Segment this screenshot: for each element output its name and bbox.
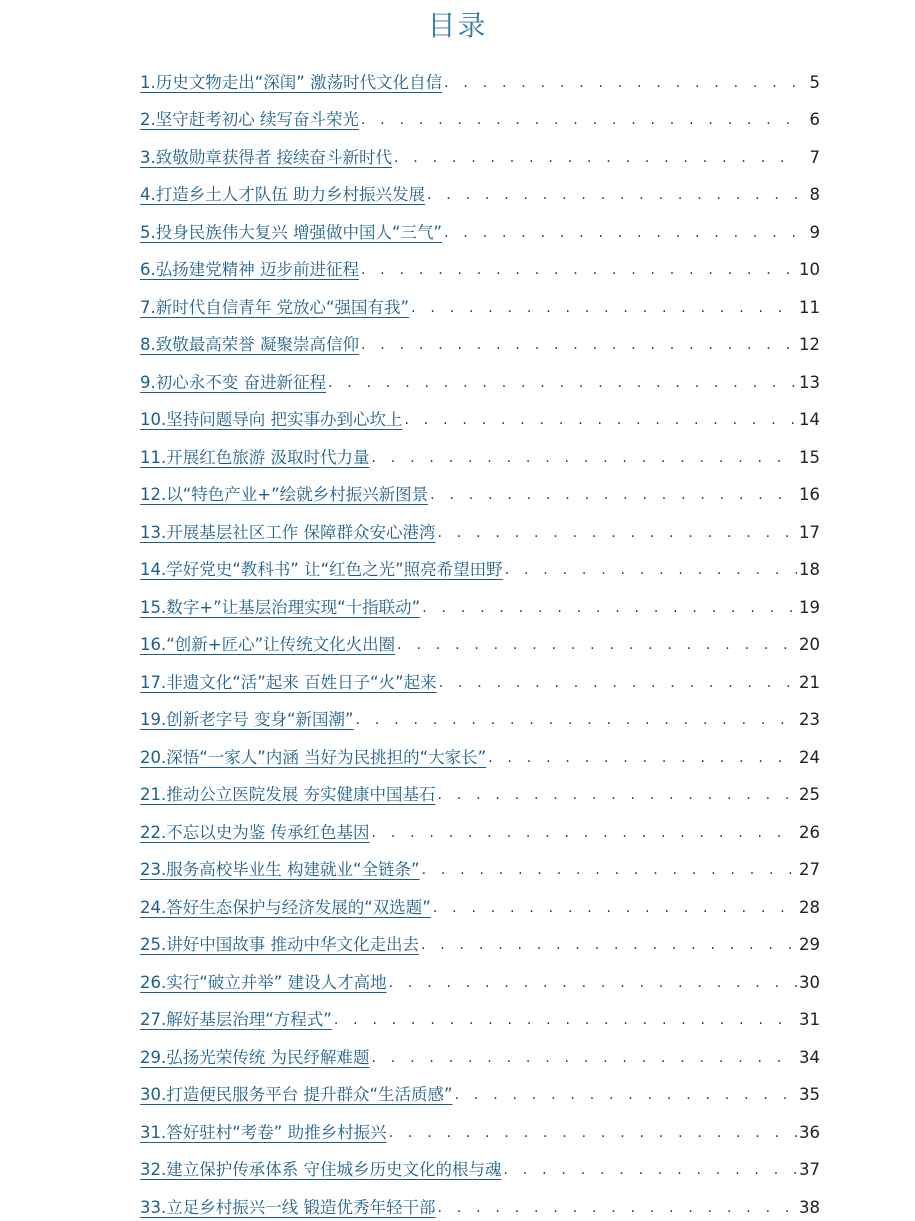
toc-entry[interactable] bbox=[140, 1144, 820, 1182]
toc-entry[interactable] bbox=[140, 844, 820, 882]
toc-entry[interactable] bbox=[140, 131, 820, 169]
toc-entry-title-link[interactable]: 3.致敬勋章获得者 接续奋斗新时代 bbox=[140, 147, 392, 167]
toc-page-number: 16 bbox=[799, 485, 820, 504]
toc-dot-leader bbox=[422, 859, 797, 881]
toc-page-number: 5 bbox=[809, 72, 820, 92]
toc-entry-title-link[interactable]: 17.非遗文化“活”起来 百姓日子“火”起来 bbox=[140, 672, 437, 692]
toc-entry[interactable] bbox=[140, 206, 820, 244]
toc-page-number: 23 bbox=[799, 710, 820, 729]
toc-dot-leader bbox=[504, 1159, 798, 1181]
toc-entry[interactable] bbox=[140, 281, 820, 319]
toc-dot-leader bbox=[328, 372, 797, 394]
toc-entry-title-link[interactable]: 32.建立保护传承体系 守住城乡历史文化的根与魂 bbox=[140, 1160, 502, 1179]
toc-page-number: 10 bbox=[799, 260, 820, 279]
toc-page-number: 17 bbox=[799, 522, 820, 542]
toc-entry-title-link[interactable]: 5.投身民族伟大复兴 增强做中国人“三气” bbox=[140, 222, 443, 242]
toc-entry-title-link[interactable]: 19.创新老字号 变身“新国潮” bbox=[140, 710, 354, 729]
toc-entry-title-link[interactable]: 2.坚守赶考初心 续写奋斗荣光 bbox=[140, 110, 359, 129]
toc-dot-leader bbox=[361, 109, 800, 131]
toc-entry[interactable] bbox=[140, 1031, 820, 1069]
toc-dot-leader bbox=[372, 1047, 798, 1069]
toc-dot-leader bbox=[439, 672, 797, 694]
toc-page-number: 13 bbox=[799, 372, 820, 392]
toc-entry-title-link[interactable]: 25.讲好中国故事 推动中华文化走出去 bbox=[140, 935, 419, 954]
toc-page-number: 12 bbox=[799, 335, 820, 354]
toc-entry-title-link[interactable]: 20.深悟“一家人”内涵 当好为民挑担的“大家长” bbox=[140, 747, 487, 767]
toc-entry-title-link[interactable]: 15.数字+”让基层治理实现“十指联动” bbox=[140, 597, 421, 617]
toc-entry-title-link[interactable]: 26.实行“破立并举” 建设人才高地 bbox=[140, 972, 387, 992]
toc-dot-leader bbox=[389, 1122, 797, 1144]
toc-page-number: 8 bbox=[809, 185, 820, 204]
toc-entry[interactable] bbox=[140, 769, 820, 807]
toc-page-number: 38 bbox=[799, 1197, 820, 1217]
toc-page-number: 11 bbox=[799, 297, 820, 317]
toc-entry[interactable] bbox=[140, 244, 820, 282]
toc-dot-leader bbox=[427, 184, 800, 206]
toc-entry-title-link[interactable]: 9.初心永不变 奋进新征程 bbox=[140, 372, 326, 392]
toc-dot-leader bbox=[356, 709, 797, 731]
toc-entry-title-link[interactable]: 16.“创新+匠心”让传统文化火出圈 bbox=[140, 635, 396, 654]
toc-entry-title-link[interactable]: 11.开展红色旅游 汲取时代力量 bbox=[140, 447, 370, 467]
toc-dot-leader bbox=[488, 747, 797, 769]
toc-dot-leader bbox=[361, 334, 797, 356]
toc-entry[interactable] bbox=[140, 656, 820, 694]
toc-entry-title-link[interactable]: 27.解好基层治理“方程式” bbox=[140, 1010, 332, 1029]
toc-dot-leader bbox=[397, 634, 797, 656]
toc-entry-title-link[interactable]: 23.服务高校毕业生 构建就业“全链条” bbox=[140, 860, 420, 879]
toc-entry[interactable] bbox=[140, 469, 820, 507]
toc-entry-title-link[interactable]: 7.新时代自信青年 党放心“强国有我” bbox=[140, 297, 410, 317]
toc-page-number: 9 bbox=[809, 222, 820, 242]
toc-dot-leader bbox=[421, 934, 797, 956]
toc-entry[interactable] bbox=[140, 881, 820, 919]
toc-entry[interactable] bbox=[140, 94, 820, 132]
toc-entry-title-link[interactable]: 24.答好生态保护与经济发展的“双选题” bbox=[140, 897, 431, 917]
toc-dot-leader bbox=[438, 522, 798, 544]
table-of-contents bbox=[140, 56, 820, 1219]
toc-page-number: 31 bbox=[799, 1010, 820, 1029]
toc-entry[interactable] bbox=[140, 56, 820, 94]
toc-entry-title-link[interactable]: 33.立足乡村振兴一线 锻造优秀年轻干部 bbox=[140, 1197, 436, 1217]
toc-entry[interactable] bbox=[140, 319, 820, 357]
toc-dot-leader bbox=[411, 297, 797, 319]
toc-entry[interactable] bbox=[140, 1069, 820, 1107]
toc-entry[interactable] bbox=[140, 1181, 820, 1219]
toc-page-number: 28 bbox=[799, 897, 820, 917]
toc-entry[interactable] bbox=[140, 169, 820, 207]
toc-page-number: 6 bbox=[809, 110, 820, 129]
toc-dot-leader bbox=[433, 897, 797, 919]
toc-entry[interactable] bbox=[140, 544, 820, 582]
toc-page-number: 25 bbox=[799, 785, 820, 804]
toc-dot-leader bbox=[372, 447, 798, 469]
toc-entry-title-link[interactable]: 8.致敬最高荣誉 凝聚崇高信仰 bbox=[140, 335, 359, 354]
toc-entry[interactable] bbox=[140, 731, 820, 769]
toc-entry-title-link[interactable]: 30.打造便民服务平台 提升群众“生活质感” bbox=[140, 1085, 453, 1104]
toc-page-number: 30 bbox=[799, 972, 820, 992]
toc-entry-title-link[interactable]: 14.学好党史“教科书” 让“红色之光”照亮希望田野 bbox=[140, 560, 503, 579]
toc-dot-leader bbox=[389, 972, 797, 994]
toc-entry-title-link[interactable]: 22.不忘以史为鉴 传承红色基因 bbox=[140, 822, 370, 842]
toc-entry-title-link[interactable]: 10.坚持问题导向 把实事办到心坎上 bbox=[140, 410, 403, 429]
toc-dot-leader bbox=[405, 409, 798, 431]
toc-page-number: 34 bbox=[799, 1047, 820, 1067]
toc-dot-leader bbox=[444, 72, 800, 94]
toc-entry[interactable] bbox=[140, 956, 820, 994]
toc-dot-leader bbox=[394, 147, 800, 169]
toc-entry[interactable] bbox=[140, 394, 820, 432]
toc-dot-leader bbox=[430, 484, 797, 506]
toc-dot-leader bbox=[438, 1197, 798, 1219]
toc-entry[interactable] bbox=[140, 994, 820, 1032]
toc-page-number: 14 bbox=[799, 410, 820, 429]
toc-entry[interactable] bbox=[140, 806, 820, 844]
toc-dot-leader bbox=[422, 597, 797, 619]
toc-page-number: 26 bbox=[799, 822, 820, 842]
toc-entry[interactable] bbox=[140, 356, 820, 394]
toc-entry[interactable] bbox=[140, 919, 820, 957]
toc-entry[interactable] bbox=[140, 581, 820, 619]
toc-dot-leader bbox=[444, 222, 800, 244]
page-title: 目录 bbox=[427, 9, 488, 42]
toc-entry-title-link[interactable]: 6.弘扬建党精神 迈步前进征程 bbox=[140, 260, 359, 279]
toc-page-number: 15 bbox=[799, 447, 820, 467]
toc-entry-title-link[interactable]: 13.开展基层社区工作 保障群众安心港湾 bbox=[140, 522, 436, 542]
toc-dot-leader bbox=[361, 259, 797, 281]
toc-entry[interactable] bbox=[140, 694, 820, 732]
toc-page-number: 24 bbox=[799, 747, 820, 767]
toc-page-number: 19 bbox=[799, 597, 820, 617]
toc-entry-title-link[interactable]: 29.弘扬光荣传统 为民纾解难题 bbox=[140, 1047, 370, 1067]
toc-entry[interactable] bbox=[140, 1106, 820, 1144]
toc-page-number: 18 bbox=[799, 560, 820, 579]
toc-dot-leader bbox=[372, 822, 798, 844]
toc-entry-title-link[interactable]: 12.以“特色产业+”绘就乡村振兴新图景 bbox=[140, 485, 429, 504]
toc-entry[interactable] bbox=[140, 619, 820, 657]
toc-dot-leader bbox=[505, 559, 797, 581]
toc-page-number: 37 bbox=[799, 1160, 820, 1179]
toc-entry-title-link[interactable]: 1.历史文物走出“深闺” 激荡时代文化自信 bbox=[140, 72, 443, 92]
toc-page-number: 35 bbox=[799, 1085, 820, 1104]
toc-page-number: 27 bbox=[799, 860, 820, 879]
toc-page-number: 20 bbox=[799, 635, 820, 654]
toc-dot-leader bbox=[438, 784, 798, 806]
toc-entry[interactable] bbox=[140, 506, 820, 544]
toc-page-number: 29 bbox=[799, 935, 820, 954]
toc-page-number: 7 bbox=[809, 147, 820, 167]
toc-page-number: 21 bbox=[799, 672, 820, 692]
toc-dot-leader bbox=[334, 1009, 797, 1031]
toc-entry-title-link[interactable]: 31.答好驻村“考卷” 助推乡村振兴 bbox=[140, 1122, 387, 1142]
toc-entry-title-link[interactable]: 21.推动公立医院发展 夯实健康中国基石 bbox=[140, 785, 436, 804]
toc-entry[interactable] bbox=[140, 431, 820, 469]
toc-entry-title-link[interactable]: 4.打造乡土人才队伍 助力乡村振兴发展 bbox=[140, 185, 425, 204]
toc-dot-leader bbox=[455, 1084, 797, 1106]
toc-page-number: 36 bbox=[799, 1122, 820, 1142]
